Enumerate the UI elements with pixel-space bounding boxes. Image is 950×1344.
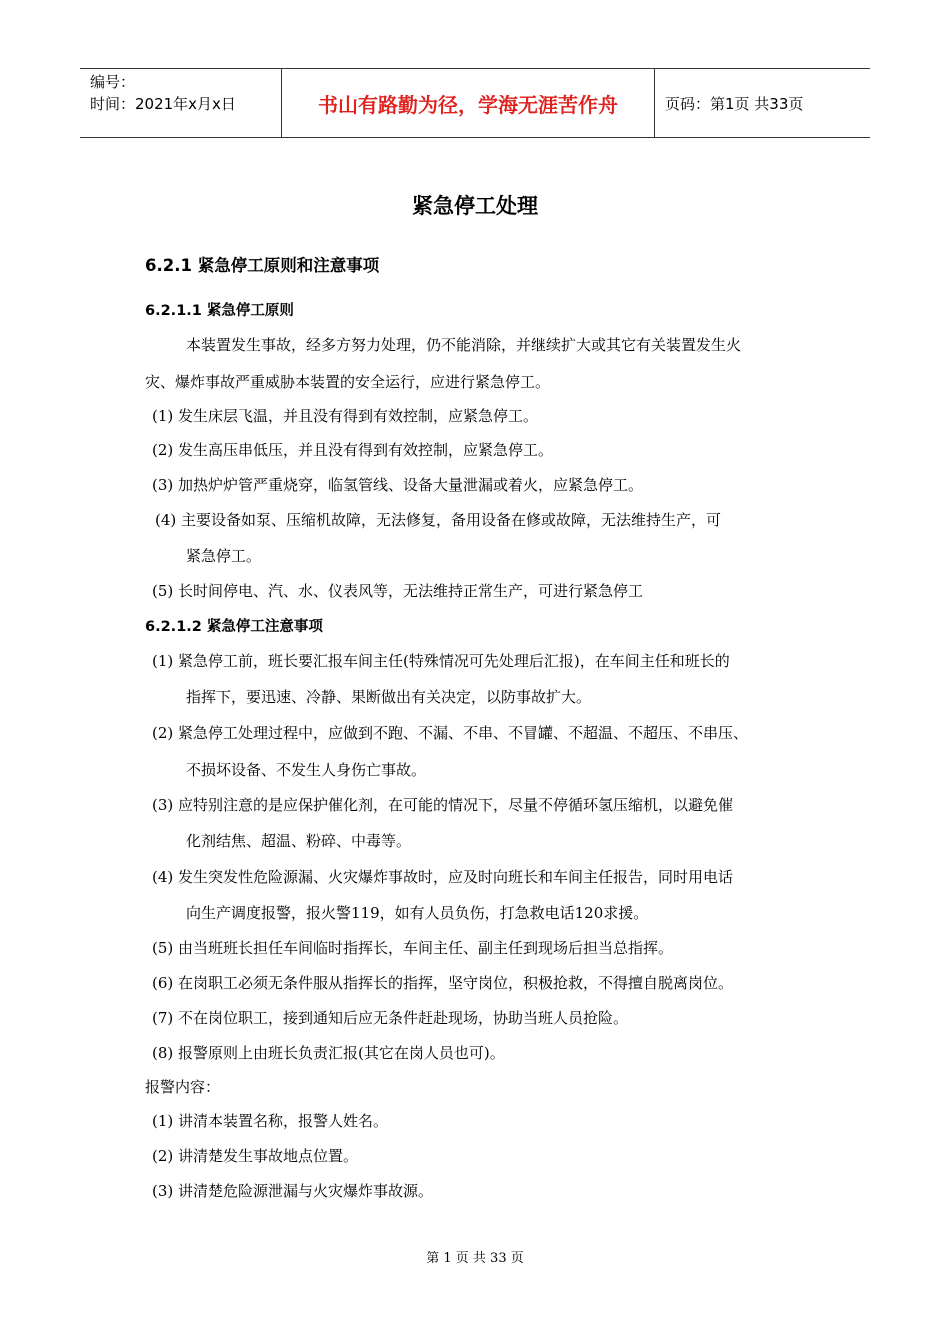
header-page-info: 页码：第1页 共33页 xyxy=(665,94,804,113)
list-item: (7) 不在岗位职工，接到通知后应无条件赶赴现场，协助当班人员抢险。 xyxy=(152,1009,629,1027)
list-item: (5) 长时间停电、汽、水、仪表风等，无法维持正常生产，可进行紧急停工 xyxy=(152,582,644,600)
list-item: (6) 在岗职工必须无条件服从指挥长的指挥，坚守岗位，积极抢救，不得擅自脱离岗位。 xyxy=(152,974,734,992)
list-item: (1) 讲清本装置名称，报警人姓名。 xyxy=(152,1112,389,1130)
list-item-continuation: 紧急停工。 xyxy=(186,547,262,565)
paragraph-line: 灾、爆炸事故严重威胁本装置的安全运行，应进行紧急停工。 xyxy=(145,373,551,391)
number-label: 编号： xyxy=(90,73,136,91)
list-item: (2) 讲清楚发生事故地点位置。 xyxy=(152,1147,359,1165)
list-item: (1) 发生床层飞温，并且没有得到有效控制，应紧急停工。 xyxy=(152,407,539,425)
list-item: (2) 紧急停工处理过程中，应做到不跑、不漏、不串、不冒罐、不超温、不超压、不串压、 xyxy=(152,724,749,742)
document-header xyxy=(80,68,870,138)
list-item: (4) 发生突发性危险源漏、火灾爆炸事故时，应及时向班长和车间主任报告，同时用电话 xyxy=(152,868,734,886)
header-motto: 书山有路勤为径，学海无涯苦作舟 xyxy=(281,69,655,137)
section-heading: 6.2.1 紧急停工原则和注意事项 xyxy=(145,256,380,275)
list-item: (1) 紧急停工前，班长要汇报车间主任(特殊情况可先处理后汇报)，在车间主任和班长的 xyxy=(152,652,730,670)
list-item: (2) 发生高压串低压，并且没有得到有效控制，应紧急停工。 xyxy=(152,441,554,459)
list-item: (8) 报警原则上由班长负责汇报(其它在岗人员也可)。 xyxy=(152,1044,505,1062)
list-item-continuation: 指挥下，要迅速、冷静、果断做出有关决定，以防事故扩大。 xyxy=(186,688,592,706)
subsection-heading-notes: 6.2.1.2 紧急停工注意事项 xyxy=(145,619,323,635)
list-item-continuation: 不损坏设备、不发生人身伤亡事故。 xyxy=(186,761,427,779)
list-item: (3) 讲清楚危险源泄漏与火灾爆炸事故源。 xyxy=(152,1182,434,1200)
page-title: 紧急停工处理 xyxy=(412,194,538,218)
page-footer: 第 1 页 共 33 页 xyxy=(426,1251,524,1266)
list-item-continuation: 化剂结焦、超温、粉碎、中毒等。 xyxy=(186,832,412,850)
list-item: (5) 由当班班长担任车间临时指挥长，车间主任、副主任到现场后担当总指挥。 xyxy=(152,939,674,957)
time-label: 时间：2021年x月x日 xyxy=(90,95,236,113)
alarm-content-label: 报警内容： xyxy=(145,1078,221,1096)
header-meta xyxy=(80,69,281,137)
list-item: (4) 主要设备如泵、压缩机故障，无法修复，备用设备在修或故障，无法维持生产，可 xyxy=(155,511,722,529)
paragraph-line: 本装置发生事故，经多方努力处理，仍不能消除，并继续扩大或其它有关装置发生火 xyxy=(186,336,742,354)
list-item: (3) 应特别注意的是应保护催化剂，在可能的情况下，尽量不停循环氢压缩机，以避免催 xyxy=(152,796,734,814)
list-item-continuation: 向生产调度报警，报火警119，如有人员负伤，打急救电话120求援。 xyxy=(186,904,649,922)
subsection-heading-principles: 6.2.1.1 紧急停工原则 xyxy=(145,303,294,319)
list-item: (3) 加热炉炉管严重烧穿，临氢管线、设备大量泄漏或着火，应紧急停工。 xyxy=(152,476,644,494)
